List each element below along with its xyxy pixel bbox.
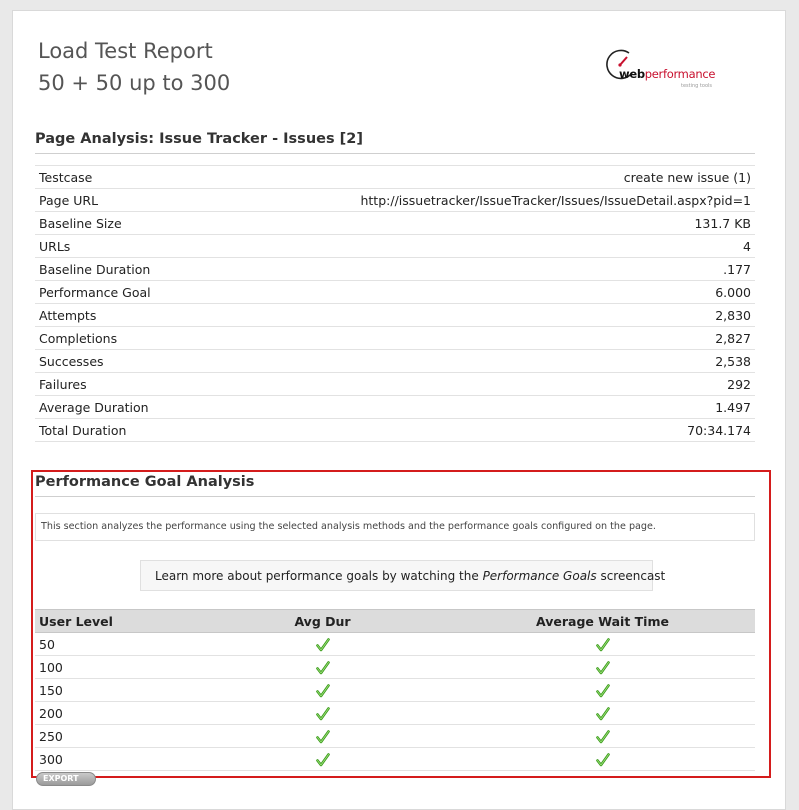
user-level-cell: 200 [35, 702, 195, 725]
row-label: Baseline Size [35, 212, 201, 235]
avg-wait-status-cell [450, 725, 755, 748]
row-label: Successes [35, 350, 201, 373]
row-value: 2,538 [201, 350, 755, 373]
goal-analysis-title: Performance Goal Analysis [35, 474, 255, 490]
screencast-link-suffix: screencast [596, 568, 666, 583]
goal-table-header-row [35, 610, 755, 633]
web-performance-logo [605, 49, 725, 97]
avg-dur-status-cell [195, 679, 450, 702]
screencast-link-prefix: Learn more about performance goals by watching the [155, 568, 483, 583]
report-subtitle: 50 + 50 up to 300 [38, 71, 231, 95]
logo-word-performance: performance [644, 67, 716, 81]
screencast-link-emphasis: Performance Goals [482, 568, 597, 583]
page-analysis-title: Page Analysis: Issue Tracker - Issues [2] [35, 131, 363, 147]
goal-analysis-table [35, 609, 755, 771]
row-label: Performance Goal [35, 281, 201, 304]
table-row [35, 656, 755, 679]
row-label: Page URL [35, 189, 201, 212]
table-row [35, 189, 755, 212]
user-level-cell: 100 [35, 656, 195, 679]
check-icon [316, 753, 330, 767]
goal-analysis-description: This section analyzes the performance using the selected analysis methods and the performance goals configured on the page. [35, 513, 755, 541]
report-title: Load Test Report [38, 39, 213, 63]
screencast-link-button[interactable] [140, 560, 666, 591]
column-header-average-wait-time: Average Wait Time [450, 610, 755, 633]
row-label: URLs [35, 235, 201, 258]
user-level-cell: 300 [35, 748, 195, 771]
export-button[interactable]: EXPORT [36, 772, 96, 786]
report-sheet [12, 10, 786, 810]
table-row [35, 166, 755, 189]
page-analysis-table [35, 165, 755, 442]
table-row [35, 396, 755, 419]
table-row [35, 212, 755, 235]
row-value: 2,830 [201, 304, 755, 327]
row-label: Average Duration [35, 396, 201, 419]
row-value: .177 [201, 258, 755, 281]
row-label: Baseline Duration [35, 258, 201, 281]
row-label: Total Duration [35, 419, 201, 442]
avg-dur-status-cell [195, 656, 450, 679]
row-value: http://issuetracker/IssueTracker/Issues/IssueDetail.aspx?pid=1 [201, 189, 755, 212]
table-row [35, 373, 755, 396]
avg-wait-status-cell [450, 748, 755, 771]
check-icon [316, 684, 330, 698]
avg-wait-status-cell [450, 679, 755, 702]
avg-dur-status-cell [195, 633, 450, 656]
table-row [35, 327, 755, 350]
check-icon [596, 753, 610, 767]
table-row [35, 304, 755, 327]
user-level-cell: 150 [35, 679, 195, 702]
table-row [35, 725, 755, 748]
table-row [35, 350, 755, 373]
check-icon [596, 638, 610, 652]
row-label: Completions [35, 327, 201, 350]
user-level-cell: 50 [35, 633, 195, 656]
table-row [35, 748, 755, 771]
row-value: 2,827 [201, 327, 755, 350]
row-label: Testcase [35, 166, 201, 189]
table-row [35, 419, 755, 442]
check-icon [316, 661, 330, 675]
check-icon [596, 730, 610, 744]
check-icon [316, 707, 330, 721]
column-header-avg-dur: Avg Dur [195, 610, 450, 633]
check-icon [596, 661, 610, 675]
avg-dur-status-cell [195, 702, 450, 725]
table-row [35, 702, 755, 725]
table-row [35, 281, 755, 304]
table-row [35, 633, 755, 656]
avg-dur-status-cell [195, 725, 450, 748]
row-label: Failures [35, 373, 201, 396]
avg-wait-status-cell [450, 656, 755, 679]
avg-wait-status-cell [450, 633, 755, 656]
row-value: 292 [201, 373, 755, 396]
check-icon [316, 638, 330, 652]
row-value: 4 [201, 235, 755, 258]
section-divider [35, 496, 755, 497]
row-value: 70:34.174 [201, 419, 755, 442]
row-value: 131.7 KB [201, 212, 755, 235]
row-value: 1.497 [201, 396, 755, 419]
row-label: Attempts [35, 304, 201, 327]
check-icon [596, 684, 610, 698]
row-value: 6.000 [201, 281, 755, 304]
row-value: create new issue (1) [201, 166, 755, 189]
avg-wait-status-cell [450, 702, 755, 725]
column-header-user-level: User Level [35, 610, 195, 633]
table-row [35, 235, 755, 258]
section-divider [35, 153, 755, 154]
avg-dur-status-cell [195, 748, 450, 771]
user-level-cell: 250 [35, 725, 195, 748]
logo-tagline: testing tools [681, 83, 712, 89]
check-icon [596, 707, 610, 721]
logo-word-web: web [619, 67, 645, 81]
logo-wordmark [619, 67, 715, 81]
table-row [35, 258, 755, 281]
table-row [35, 679, 755, 702]
check-icon [316, 730, 330, 744]
